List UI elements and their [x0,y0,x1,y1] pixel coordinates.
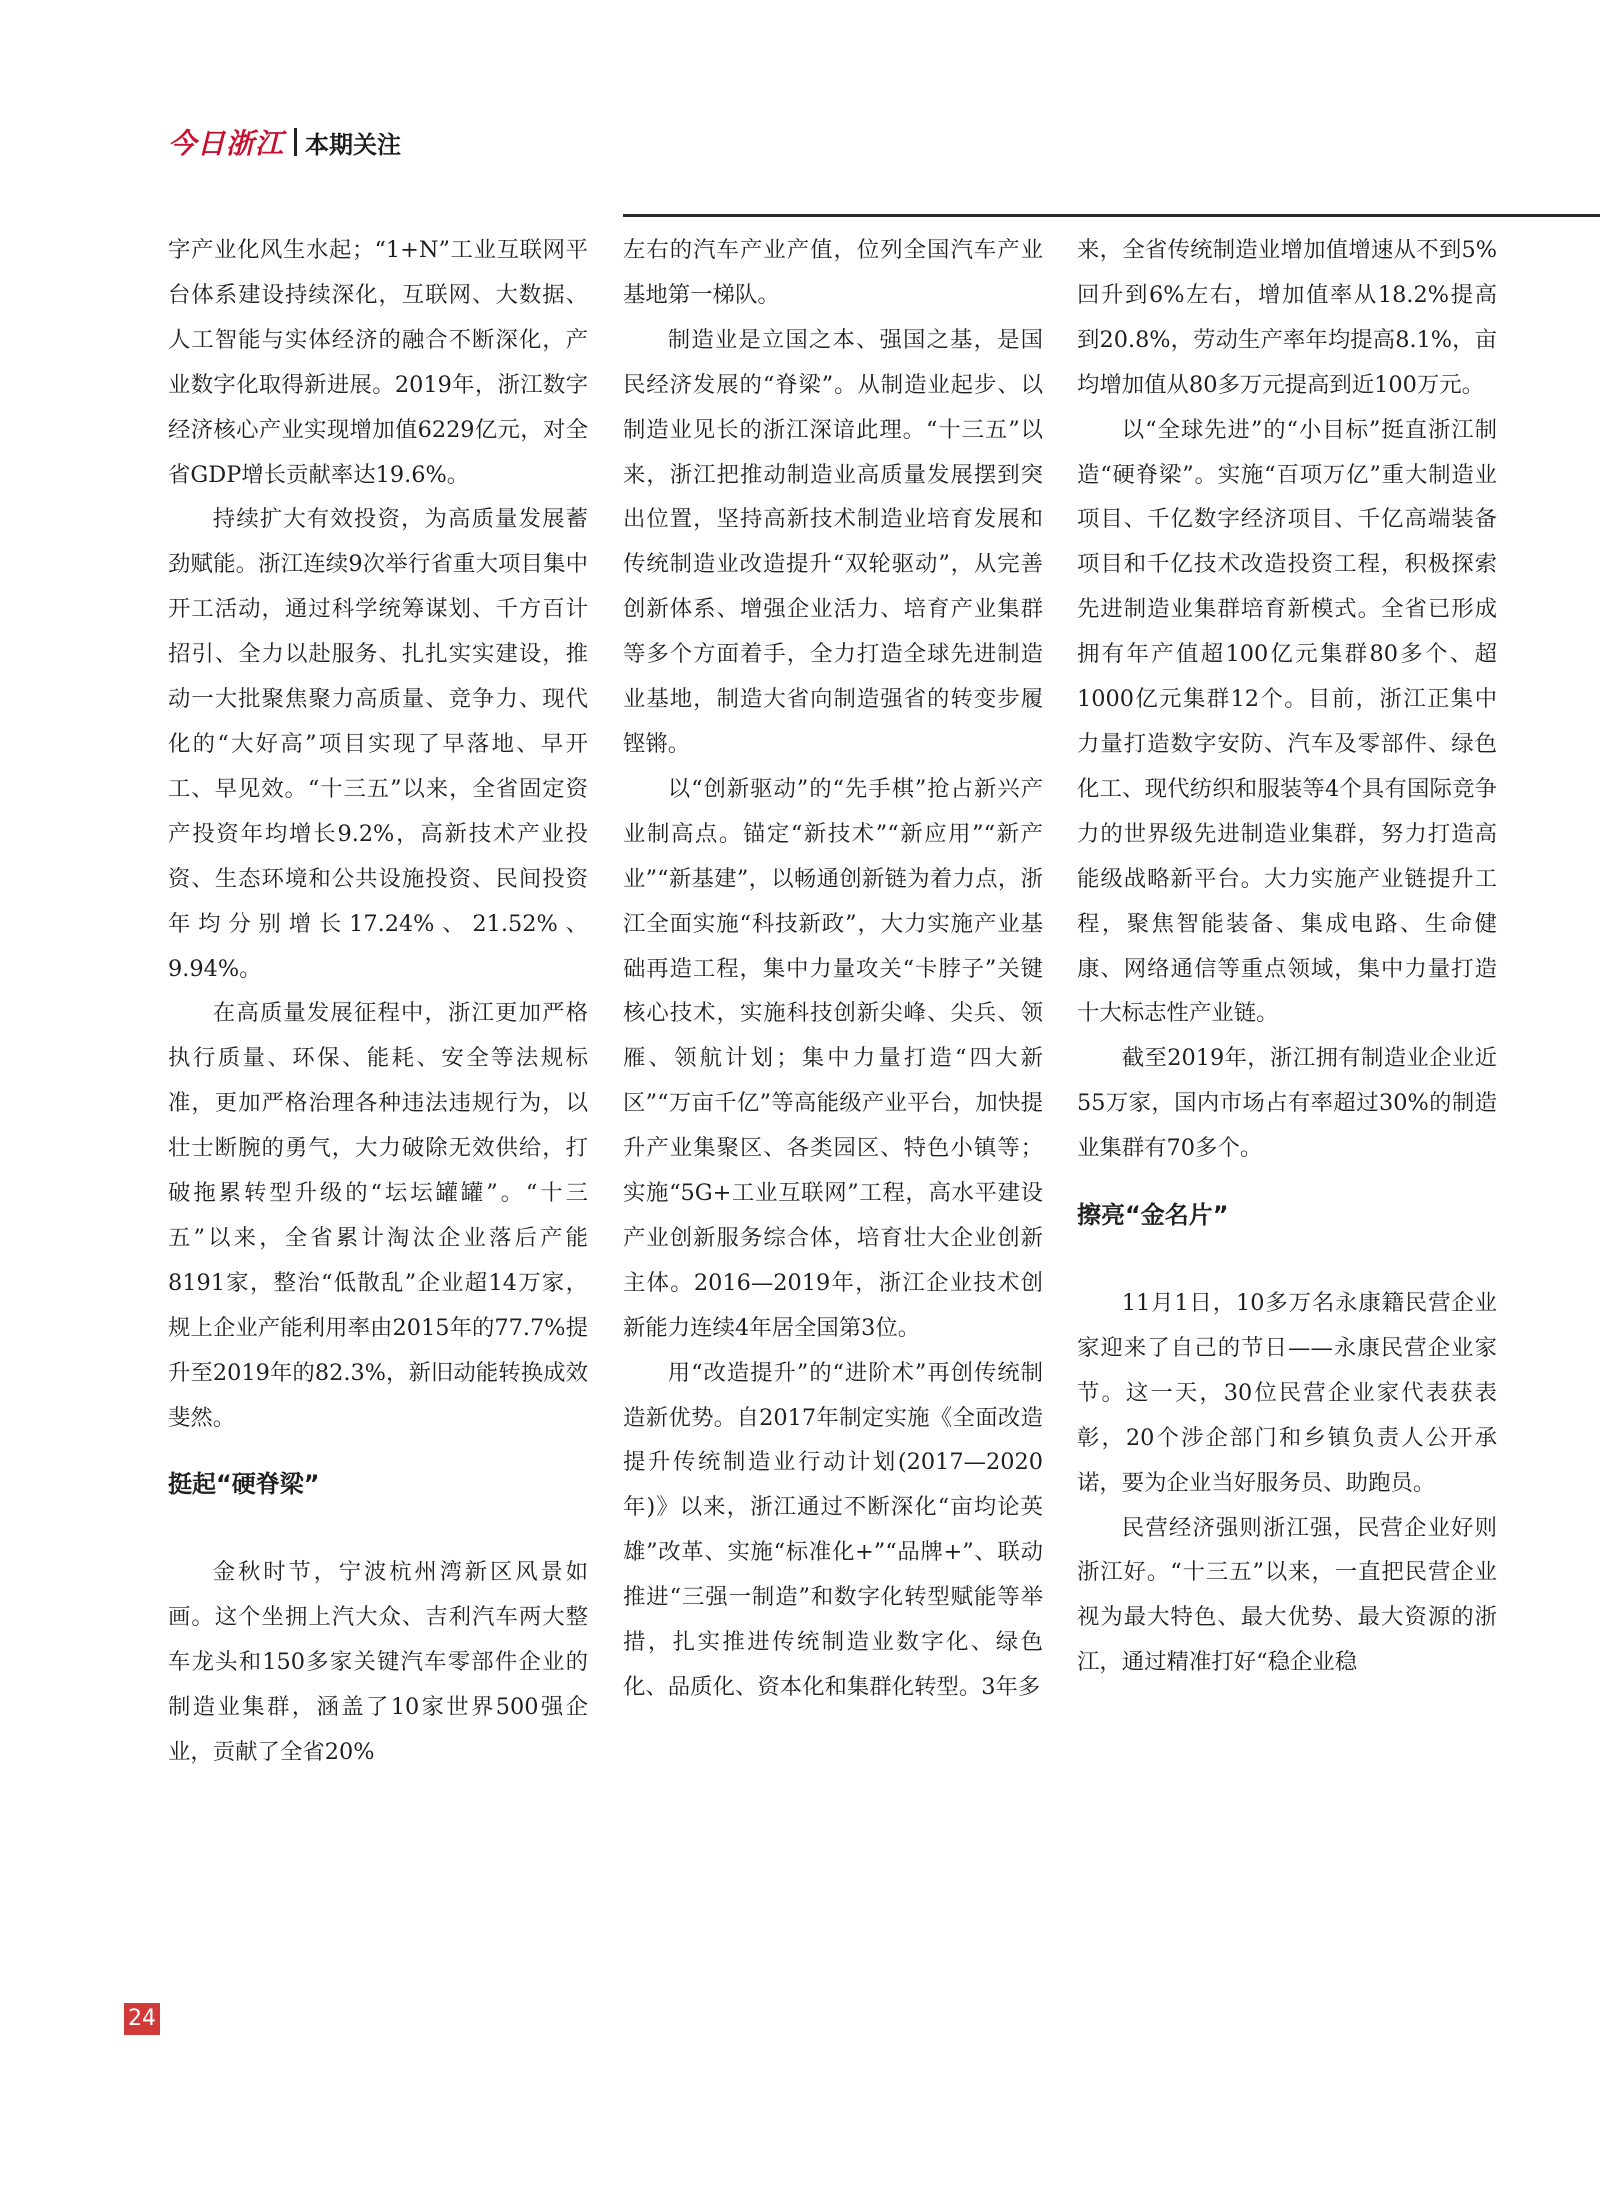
paragraph: 以“全球先进”的“小目标”挺直浙江制造“硬脊梁”。实施“百项万亿”重大制造业项目、千亿数字经济项目、千亿高端装备项目和千亿技术改造投资工程，积极探索先进制造业集群培育新模式。全省已形成拥有年产值超100亿元集群80多个、超1000亿元集群12个。目前，浙江正集中力量打造数字安防、汽车及零部件、绿色化工、现代纺织和服装等4个具有国际竞争力的世界级先进制造业集群，努力打造高能级战略新平台。大力实施产业链提升工程，聚焦智能装备、集成电路、生命健康、网络通信等重点领域，集中力量打造十大标志性产业链。 [1077,416,1497,1027]
paragraph: 制造业是立国之本、强国之基，是国民经济发展的“脊梁”。从制造业起步、以制造业见长的浙江深谙此理。“十三五”以来，浙江把推动制造业高质量发展摆到突出位置，坚持高新技术制造业培育发展和传统制造业改造提升“双轮驱动”，从完善创新体系、增强企业活力、培育产业集群等多个方面着手，全力打造全球先进制造业基地，制造大省向制造强省的转变步履铿锵。 [623,326,1043,757]
paragraph: 金秋时节，宁波杭州湾新区风景如画。这个坐拥上汽大众、吉利汽车两大整车龙头和150多家关键汽车零部件企业的制造业集群，涵盖了10家世界500强企业，贡献了全省20% [168,1559,588,1766]
paragraph: 来，全省传统制造业增加值增速从不到5%回升到6%左右，增加值率从18.2%提高到20.8%，劳动生产率年均提高8.1%，亩均增加值从80多万元提高到近100万元。 [1077,237,1497,398]
text-column-3 [1077,228,1497,1968]
top-rule [623,214,1600,217]
paragraph: 左右的汽车产业产值，位列全国汽车产业基地第一梯队。 [623,237,1043,308]
paragraph: 11月1日，10多万名永康籍民营企业家迎来了自己的节日——永康民营企业家节。这一天，30位民营企业家代表获表彰，20个涉企部门和乡镇负责人公开承诺，要为企业当好服务员、助跑员。 [1077,1290,1497,1496]
text-column-2 [623,228,1043,1968]
paragraph: 用“改造提升”的“进阶术”再创传统制造新优势。自2017年制定实施《全面改造提升传统制造业行动计划(2017—2020年)》以来，浙江通过不断深化“亩均论英雄”改革、实施“标准化+”“品牌+”、联动推进“三强一制造”和数字化转型赋能等举措，扎实推进传统制造业数字化、绿色化、品质化、资本化和集群化转型。3年多 [623,1359,1043,1700]
page-header [168,122,401,162]
text-column-1 [168,228,588,1968]
paragraph: 民营经济强则浙江强，民营企业好则浙江好。“十三五”以来，一直把民营企业视为最大特色、最大优势、最大资源的浙江，通过精准打好“稳企业稳 [1077,1514,1497,1676]
paragraph: 以“创新驱动”的“先手棋”抢占新兴产业制高点。锚定“新技术”“新应用”“新产业”“新基建”，以畅通创新链为着力点，浙江全面实施“科技新政”，大力实施产业基础再造工程，集中力量攻关“卡脖子”关键核心技术，实施科技创新尖峰、尖兵、领雁、领航计划；集中力量打造“四大新区”“万亩千亿”等高能级产业平台，加快提升产业集聚区、各类园区、特色小镇等；实施“5G+工业互联网”工程，高水平建设产业创新服务综合体，培育壮大企业创新主体。2016—2019年，浙江企业技术创新能力连续4年居全国第3位。 [623,775,1043,1341]
page-number: 24 [124,2003,160,2035]
paragraph: 持续扩大有效投资，为高质量发展蓄劲赋能。浙江连续9次举行省重大项目集中开工活动，通过科学统筹谋划、千方百计招引、全力以赴服务、扎扎实实建设，推动一大批聚焦聚力高质量、竞争力、现代化的“大好高”项目实现了早落地、早开工、早见效。“十三五”以来，全省固定资产投资年均增长9.2%，高新技术产业投资、生态环境和公共设施投资、民间投资年均分别增长17.24%、21.52%、9.94%。 [168,506,588,982]
subheading: 擦亮“金名片” [1077,1201,1229,1230]
paragraph: 在高质量发展征程中，浙江更加严格执行质量、环保、能耗、安全等法规标准，更加严格治理各种违法违规行为，以壮士断腕的勇气，大力破除无效供给，打破拖累转型升级的“坛坛罐罐”。“十三五”以来，全省累计淘汰企业落后产能8191家，整治“低散乱”企业超14万家，规上企业产能利用率由2015年的77.7%提升至2019年的82.3%，新旧动能转换成效斐然。 [168,1000,588,1431]
subheading: 挺起“硬脊梁” [168,1470,320,1499]
paragraph: 截至2019年，浙江拥有制造业企业近55万家，国内市场占有率超过30%的制造业集群有70多个。 [1077,1045,1497,1162]
section-title: 本期关注 [305,130,402,159]
magazine-logo: 今日浙江 [168,127,285,160]
paragraph: 字产业化风生水起；“1+N”工业互联网平台体系建设持续深化，互联网、大数据、人工智能与实体经济的融合不断深化，产业数字化取得新进展。2019年，浙江数字经济核心产业实现增加值6229亿元，对全省GDP增长贡献率达19.6%。 [168,237,588,488]
header-divider [294,128,297,156]
